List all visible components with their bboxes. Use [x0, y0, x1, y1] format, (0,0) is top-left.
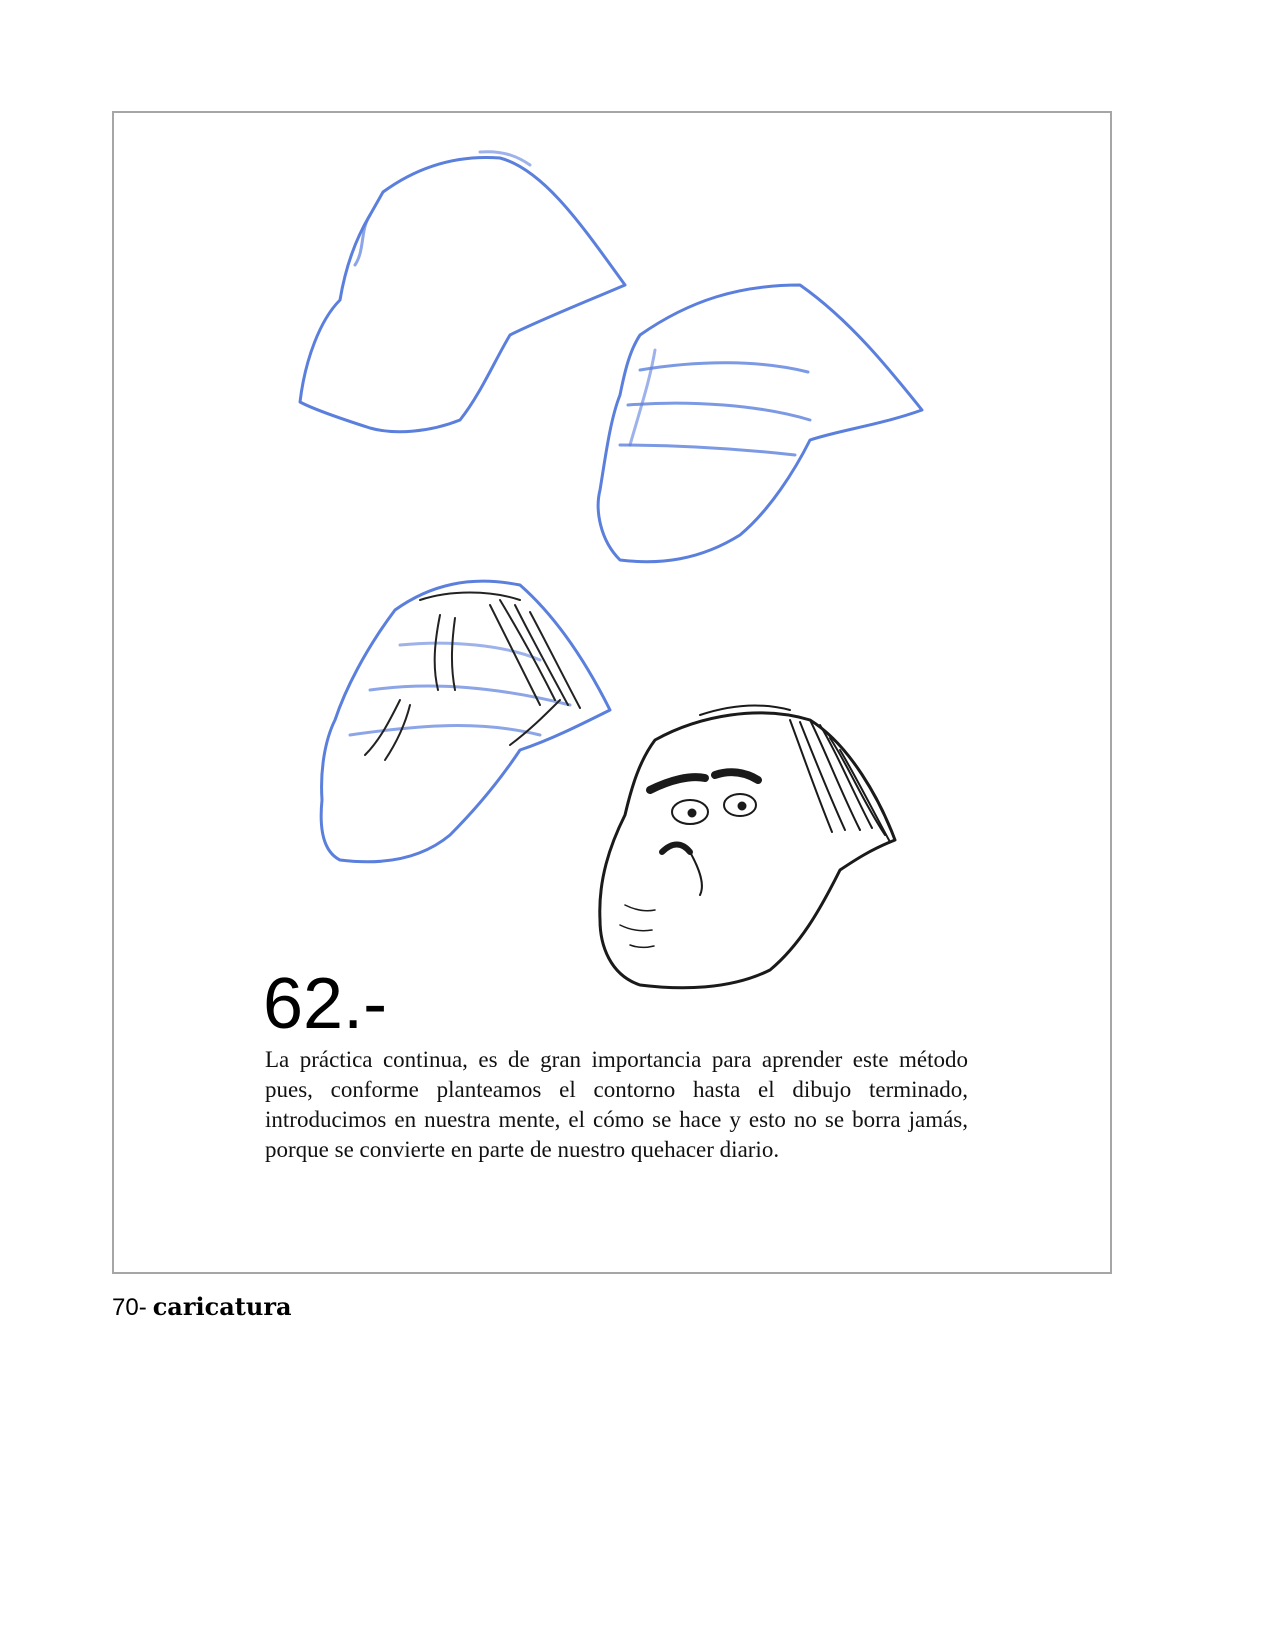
section-paragraph: La práctica continua, es de gran importancia para aprender este método pues, conforme planteamos el contorno hasta el dibujo terminado, introducimos en nuestra mente, el cómo se hace y esto no se borra jamás, porque se convierte en parte de nuestro quehacer diario.: [265, 1047, 968, 1162]
page-number: 70-: [112, 1294, 147, 1321]
page-footer: [112, 1292, 292, 1322]
section-number: 62.-: [263, 964, 388, 1044]
finished-caricature-drawing: [600, 705, 895, 987]
head-outline-sketch-1: [300, 152, 625, 432]
head-outline-sketch-2: [598, 285, 922, 562]
head-partial-sketch-3: [321, 581, 610, 862]
book-title: caricatura: [152, 1292, 292, 1321]
caricature-sketch-illustration: [280, 140, 960, 1000]
